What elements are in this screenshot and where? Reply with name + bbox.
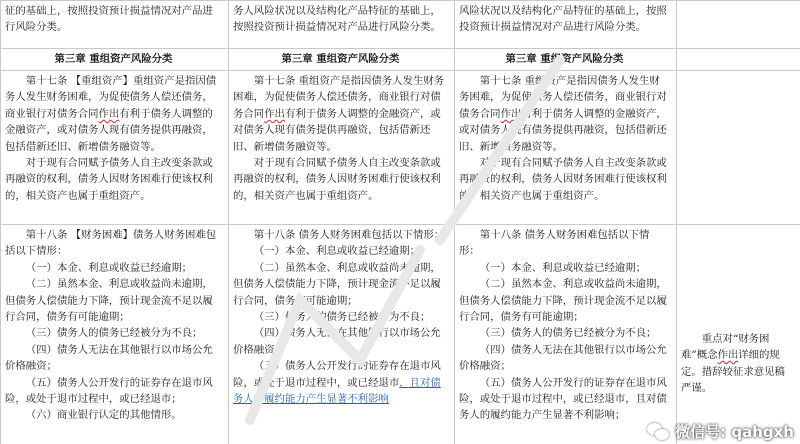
cell-col2 xyxy=(229,225,455,444)
list-item: （三）债务人的债务已经被分为不良； xyxy=(25,327,203,340)
list-item: （一）本金、利息或收益已经逾期； xyxy=(479,261,647,274)
list-item: （二）虽然本金、利息或收益尚未逾期，但债务人偿债能力下降，预计现金流不足以履行合同，债务有可能逾期； xyxy=(233,261,441,307)
list-item: （五）债务人公开发行的证券存在退市风险，或处于退市过程中，或已经退市，且对债务人的履约能力产生显著不利影响 xyxy=(233,360,441,406)
table-row xyxy=(1,1,800,49)
list-item: （四）债务人无法在其他银行以市场公允价格融资； xyxy=(459,343,667,373)
cell-col1 xyxy=(1,1,229,49)
comment-text: 重点对“财务困难”概念作出详细的规定。措辞较征求意见稿严谨。 xyxy=(681,332,785,394)
comment-cell xyxy=(677,225,800,444)
list-item: （四）债务人无法在其他银行以市场公允价格融资； xyxy=(5,343,213,373)
wechat-icon xyxy=(647,423,669,441)
cell-text: 务人风险状况以及结构化产品特征的基础上，按照投资预计损益情况对产品进行风险分类。 xyxy=(233,5,441,34)
article-18-row xyxy=(1,225,800,444)
article-17-row xyxy=(1,71,800,225)
cell-text: 风险状况以及结构化产品特征的基础上，按照投资预计损益情况对产品进行风险分类。 xyxy=(459,5,667,34)
footer-text: 微信号: qahgxh xyxy=(675,423,794,441)
footer-watermark xyxy=(647,421,794,442)
chapter-title: 第三章 重组资产风险分类 xyxy=(229,49,455,71)
cell-col2 xyxy=(229,1,455,49)
cell-col1 xyxy=(1,225,229,444)
article-paragraph: 对于现有合同赋予债务人自主改变条款或再融资的权利，债务人因财务困难行使该权利的，相关资产也属于重组资产。 xyxy=(5,157,213,202)
cell-col3 xyxy=(455,71,677,225)
cell-col4 xyxy=(677,49,800,71)
cell-col1 xyxy=(1,71,229,225)
chapter-row xyxy=(1,49,800,71)
article-heading: 第十八条 债务人财务困难包括以下情形： xyxy=(253,229,445,241)
list-item: （一）本金、利息或收益已经逾期； xyxy=(25,261,193,274)
article-paragraph: 第十七条 重组资产是指因债务人发生财务困难，为促使债务人偿还债务，商业银行对债务合同作出有利于债务人调整的金融资产，或对债务人现有债务提供再融资，包括借新还旧、新增债务融资等。 xyxy=(459,75,667,153)
cell-col3 xyxy=(455,225,677,444)
article-paragraph: 第十七条 重组资产是指因债务人发生财务困难，为促使债务人偿还债务，商业银行对债务合同作出有利于债务人调整的金融资产，或对债务人现有债务提供再融资，包括借新还旧、新增债务融资等。 xyxy=(233,75,445,153)
article-heading: 第十八条 【财务困难】债务人财务困难包括以下情形： xyxy=(5,229,217,258)
cell-col4 xyxy=(677,71,800,225)
chapter-title: 第三章 重组资产风险分类 xyxy=(455,49,677,71)
list-item: （二）虽然本金、利息或收益尚未逾期，但债务人偿债能力下降，预计现金流不足以履行合同，债务有可能逾期； xyxy=(459,278,667,324)
list-item: （三）债务人的债务已经被分为不良； xyxy=(479,327,657,340)
list-item: （五）债务人公开发行的证券存在退市风险，或处于退市过程中，或已经退市； xyxy=(5,376,213,406)
list-item: （四）债务人无法在其他银行以市场公允价格融资； xyxy=(233,327,441,356)
chapter-title: 第三章 重组资产风险分类 xyxy=(1,49,229,71)
added-clause: ，且对债务人的履约能力产生显著不利影响 xyxy=(233,376,441,406)
article-paragraph: 对于现有合同赋予债务人自主改变条款或再融资的权利，债务人因财务困难行使该权利的，相关资产也属于重组资产。 xyxy=(233,157,441,202)
revised-term: 作出 xyxy=(264,107,285,120)
cell-col4 xyxy=(677,1,800,49)
list-item: （三）债务人的债务已经被分为不良； xyxy=(253,311,431,324)
revised-term: 作出 xyxy=(500,107,522,120)
cell-col2 xyxy=(229,71,455,225)
revised-term: 作出 xyxy=(98,107,120,120)
revised-term: 作出 xyxy=(717,349,739,362)
cell-col3 xyxy=(455,1,677,49)
article-paragraph: 第十七条 【重组资产】重组资产是指因债务人发生财务困难，为促使债务人偿还债务，商业银行对债务合同作出有利于债务人调整的金融资产，或对债务人现有债务提供再融资，包括借新还旧、新增债务融资等。 xyxy=(5,75,217,153)
article-paragraph: 对于现有合同赋予债务人自主改变条款或再融资的权利，债务人因财务困难行使该权利的，相关资产也属于重组资产。 xyxy=(459,157,667,202)
article-heading: 第十八条 债务人财务困难包括以下情形： xyxy=(459,229,650,258)
list-item: （五）债务人公开发行的证券存在退市风险，或处于退市过程中，或已经退市，且对债务人的履约能力产生显著不利影响； xyxy=(459,376,667,422)
list-item: （一）本金、利息或收益已经逾期； xyxy=(253,245,421,258)
list-item: （二）虽然本金、利息或收益尚未逾期，但债务人偿债能力下降，预计现金流不足以履行合同，债务有可能逾期； xyxy=(5,278,213,324)
list-item: （六）商业银行认定的其他情形。 xyxy=(25,409,182,422)
cell-text: 征的基础上，按照投资预计损益情况对产品进行风险分类。 xyxy=(5,5,213,34)
